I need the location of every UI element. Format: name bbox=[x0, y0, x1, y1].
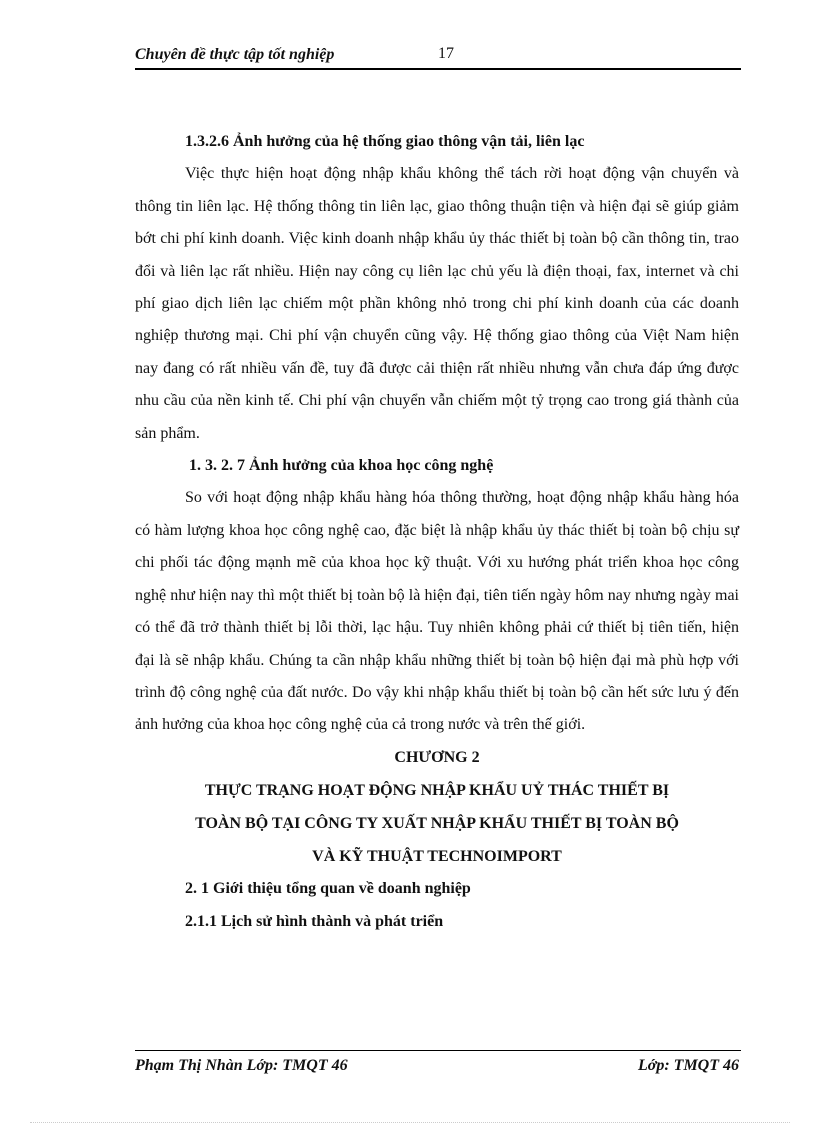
section-heading-1-3-2-7: 1. 3. 2. 7 Ảnh hưởng của khoa học công nghệ bbox=[189, 457, 494, 475]
section-heading-1-3-2-6: 1.3.2.6 Ảnh hưởng của hệ thống giao thông vận tải, liên lạc bbox=[185, 133, 585, 150]
page-number: 17 bbox=[438, 45, 454, 62]
chapter-title-line-2: TOÀN BỘ TẠI CÔNG TY XUẤT NHẬP KHẨU THIẾT BỊ TOÀN BỘ bbox=[195, 815, 679, 833]
header-rule bbox=[135, 68, 741, 70]
section-paragraph-technology: So với hoạt động nhập khẩu hàng hóa thông thường, hoạt động nhập khẩu hàng hóa có hàm lượng khoa học công nghệ cao, đặc biệt là nhập khẩu ủy thác thiết bị toàn bộ chịu sự chi phối tác động mạnh mẽ của khoa học kỹ thuật. Với xu hướng phát triển khoa học công nghệ như hiện nay thì một thiết bị toàn bộ là hiện đại, tiên tiến ngày hôm nay nhưng ngày mai có thể đã trở thành thiết bị lỗi thời, lạc hậu. Tuy nhiên không phải cứ thiết bị tiên tiến, hiện đại là sẽ nhập khẩu. Chúng ta cần nhập khẩu những thiết bị toàn bộ hiện đại mà phù hợp với trình độ công nghệ của đất nước. Do vậy khi nhập khẩu thiết bị toàn bộ cần hết sức lưu ý đến ảnh hưởng của khoa học công nghệ của cả trong nước và trên thế giới. bbox=[135, 489, 739, 734]
header-title: Chuyên đề thực tập tốt nghiệp bbox=[135, 46, 335, 63]
subsection-heading-2-1: 2. 1 Giới thiệu tổng quan về doanh nghiệp bbox=[185, 880, 471, 898]
page-header bbox=[135, 44, 741, 68]
chapter-label: CHƯƠNG 2 bbox=[394, 748, 480, 766]
section-paragraph-transport: Việc thực hiện hoạt động nhập khẩu không thể tách rời hoạt động vận chuyển và thông tin liên lạc. Hệ thống thông tin liên lạc, giao thông thuận tiện và hiện đại sẽ giúp giảm bớt chi phí kinh doanh. Việc kinh doanh nhập khẩu ủy thác thiết bị toàn bộ cần thông tin, trao đổi và liên lạc rất nhiều. Hiện nay công cụ liên lạc chủ yếu là điện thoại, fax, internet và chi phí giao dịch liên lạc chiếm một phần không nhỏ trong chi phí kinh doanh của các doanh nghiệp thương mại. Chi phí vận chuyển cũng vậy. Hệ thống giao thông của Việt Nam hiện nay đang có rất nhiều vấn đề, tuy đã được cải thiện rất nhiều nhưng vẫn chưa đáp ứng được nhu cầu của nền kinh tế. Chi phí vận chuyển vẫn chiếm một tỷ trọng cao trong giá thành của sản phẩm. bbox=[135, 165, 739, 442]
subsection-heading-2-1-1: 2.1.1 Lịch sử hình thành và phát triển bbox=[185, 912, 444, 930]
footer-author: Phạm Thị Nhàn Lớp: TMQT 46 bbox=[135, 1057, 348, 1074]
chapter-title-line-1: THỰC TRẠNG HOẠT ĐỘNG NHẬP KHẨU UỶ THÁC THIẾT BỊ bbox=[204, 782, 670, 800]
chapter-title-line-3: VÀ KỸ THUẬT TECHNOIMPORT bbox=[312, 848, 562, 866]
page-body bbox=[135, 126, 739, 938]
footer-rule bbox=[135, 1050, 741, 1051]
footer-class: Lớp: TMQT 46 bbox=[637, 1057, 739, 1074]
